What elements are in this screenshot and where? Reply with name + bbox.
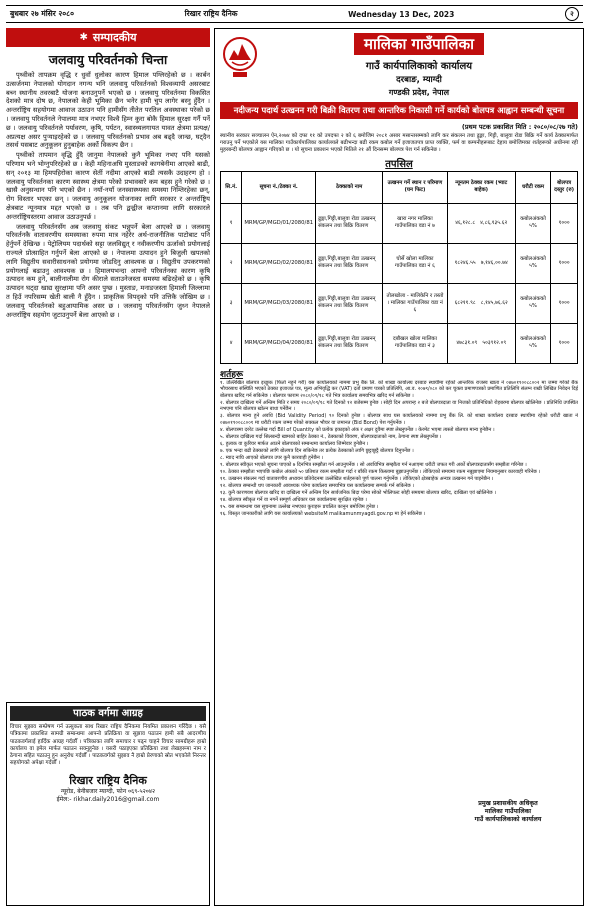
cell-quantity: ४६,१२८.८ [455, 219, 476, 226]
terms-list [220, 380, 578, 798]
masthead [6, 5, 583, 23]
editorial-title: जलवायु परिवर्तनको चिन्ता [48, 52, 168, 67]
cell-sn: २ [221, 243, 242, 283]
cell-min-amount: ४,८६,१३५.६२ [480, 219, 508, 226]
term-item: ७. एक भन्दा बढी ठेक्काको लागि बोलपत्र दिन सकिनेछ तर प्रत्येक ठेक्काको लागि छुट्टाछुट्टै बोलपत्र दिनुपर्नेछ । [220, 447, 414, 454]
term-item: २. बोलपत्र दाखिला गर्ने अन्तिम मिति र समय २०८०/०९/१८ गते दिनको १२ बजेसम्म हुनेछ । सोही दिन अपरान्ह २ बजे बोलपत्रदाता वा निजको प्रतिनिधिको रोहबरमा बोलपत्र खोलिनेछ । प्रतिनिधि उपस्थित नभएमा पनि बोलपत्र खोल्न बाधा पर्नेछैन । [220, 399, 578, 413]
term-item: १२. बोलपत्र सम्बन्धी थप जानकारी आवश्यक परेमा कार्यालय समयभित्र यस कार्यालयमा सम्पर्क गर्न सकिनेछ । [220, 482, 415, 489]
cell-fee: १००० [551, 283, 578, 323]
publication-date: (प्रथम पटक प्रकाशित मिति : २०८०/०८/२७ गते) [461, 123, 578, 131]
cell-notice-no: MRM/GP/MGD/02/2080/81 [242, 243, 316, 283]
nepal-emblem-icon [220, 32, 260, 80]
tender-table [220, 171, 578, 364]
cell-deposit: कबोलअंकको ५% [515, 283, 550, 323]
term-item: १६. विस्तृत जानकारीको लागि यस कार्यालयको websiteM malikamunmyagdi.gov.np मा हेर्न सकिनेछ । [220, 510, 426, 517]
editorial-section-header [6, 28, 210, 47]
signature-municipality: मालिका गाउँपालिका [484, 807, 532, 815]
cell-deposit: कबोलअंकको ५% [515, 323, 550, 363]
cell-fee: १००० [551, 243, 578, 283]
cell-quantity: ४७८३१.०९ [456, 339, 478, 346]
term-item: १५. यस सम्बन्धमा यस सूचनामा उल्लेख नभएका कुराहरू प्रचलित कानुन बमोजिम हुनेछ । [220, 503, 379, 510]
masthead-date-english: Wednesday 13 Dec, 2023 [348, 9, 455, 19]
reader-appeal-box [6, 702, 210, 906]
table-row [221, 203, 578, 243]
left-column [6, 28, 210, 906]
cell-amount [447, 203, 515, 243]
notice-intro: स्थानीय सरकार सञ्चालन ऐन,२०७४ को दफा ११ को उपदफा २ को ६ बमोजिम २०८१ असार मसान्तसम्मको लागि कर संकलन तथा ढुङ्गा, गिट्टी, बालुवा रोडा बिक्रि गर्ने कार्य ठेक्कामार्फत गराउनु पर्ने भएकोले यस मालिका गाउँकार्यपालिका कार्यालयले बढीभन्दा बढी रकम कबोल गर्ने इजाजतपत्र प्राप्त व्यक्ति, फर्म वा कम्पनीहरूबाट देहाय बमोजिमका शर्तहरूको अधीनमा रही मुहरबन्दी बोलपत्र आह्वान गरिएको छ । यो सूचना प्रकाशन भएको मितिले २१ औं दिनसम्म बोलपत्र पेश गर्न सकिनेछ । [220, 133, 578, 154]
office-name: गाउँ कार्यपालिकाको कार्यालय [365, 61, 473, 72]
cell-quantity: ६८२११.९८ [454, 299, 476, 306]
term-item: १. उल्लिखित बोलपत्र इच्छुक (फिर्ता नहुने गरी) यस कार्यालयको नाममा प्रभु बैंक लि. को शाखा कार्यालय दरबाङ स्थायीमा रहेको आन्तरिक राजस्व खाता नं ०४७०१९००८८००२ मा जम्मा गरेको बैंक भौचरसाथ संस्थिति भएको ठेक्का इजाजत पत्र, मूल्य अभिवृद्धि कर (VAT) दर्ता प्रमाण पत्रको प्रतिलिपि, आ.व. २०७९/०८० को कर चुक्ता प्रमाणपत्रको प्रमाणित प्रतिलिपि संलग्न राखी लिखित निवेदन दिई बोलपत्र खरिद गर्न सकिनेछ । बोलपत्र फाराम २०८०/०९/१८ गते भित्र कार्यालय समयभित्र खरिद गर्न सकिनेछ । [220, 379, 578, 399]
term-item: ९. बोलपत्र स्वीकृत भएको सूचना पाएको ७ दिनभित्र सम्झौता गर्न आउनुपर्नेछ । सो अवधिभित्र सम्झौता गर्न नआएमा धरौटी जफत गरी अर्को बोलपत्रदातासँग सम्झौता गरिनेछ । [220, 461, 527, 468]
signature-office: गाउँ कार्यपालिकाको कार्यालय [474, 815, 542, 823]
term-item: ४. बोलपत्रमा दररेट उल्लेख गर्दा Bill of Quantity को प्रत्येक इकाइको अंक र अक्षर दुवैमा स्पष्ट लेख्नुपर्नेछ । केरमेट भएमा त्यस्तो बोलपत्र मान्य हुनेछैन । [220, 426, 495, 433]
table-row [221, 323, 578, 363]
term-item: ३. बोलपत्र मान्य हुने अवधि (Bid Validity Period) ९० दिनको हुनेछ । बोलपत्र साथ यस कार्यालयको नाममा प्रभु बैंक लि. को शाखा कार्यालय दरबाङ स्थायीमा रहेको धरौटी खाता नं ०४७०१९००८८००१ मा धरौटी रकम जम्मा गरेको सक्कल भौचर वा जमानत (Bid Bond) पेश गर्नुपर्नेछ । [220, 413, 578, 426]
signature-title: प्रमुख प्रशासकीय अधिकृत [478, 799, 538, 807]
editorial-paragraph: जलवायु परिवर्तनसँग अब जलवायु संकट भन्नुपर्ने बेला आएको छ । जलवायु परिवर्तनकै वातावरणीय समस्याका रुपमा मात्र नहेरेर अर्थ-राजनीतिक पाटोबाट पनि हेर्नुपर्ने देखिन्छ । पेट्रोलियम पदार्थको सट्टा जलविद्युत् र नवीकरणीय ऊर्जाको प्रयोगलाई राज्यले प्रोत्साहित गर्नुपर्ने बेला आएको छ । नेपालमा उत्पादन हुने बिजुली खपतको लागि विद्युतीय सवारीसाधनको प्रयोगमा जोडदिनु आवश्यक छ । विद्युतीय उपकरणको प्रयोगलाई बढाउनु आवश्यक छ । हिमालयभन्दा आफ्नो परिवर्तनका कारण कृषि उत्पादन कम हुने, बालीनालीमा रोग कीराले सताउनेजस्ता समस्या बढिरहेको छ । कृषि उत्पादन घट्दा खाद्य सुरक्षामा पनि असर पुग्छ । मुस्ताङ, मनाङजस्ता हिमाली जिल्लामा त हिउँ नपरिसम्म खेती बाली नै हुँदैन । प्राकृतिक विपद्को पनि उत्तिकै जोखिम छ । जलवायु परिवर्तनको बहुआयामिक असर छ । जलवायु परिवर्तनसँग जुध्न नेपालले अन्तर्राष्ट्रिय सहयोग जुटाउनुपर्ने बेला आएको छ । [6, 222, 210, 319]
cell-contract-name: ढुङ्गा,गिट्टी,बालुवा रोडा उत्खनन् संकलन तथा बिक्रि वितरण [316, 203, 383, 243]
province-name: गण्डकी प्रदेश, नेपाल [388, 88, 450, 97]
col-header: उत्खनन गर्ने स्थान र परिमाण (घन फिट) [383, 171, 447, 203]
cell-sn: १ [221, 203, 242, 243]
term-item: ८. म्याद नाघि आएको बोलपत्र उपर कुनै कारवाही हुनेछैन । [220, 454, 324, 461]
term-item: ५. बोलपत्र दाखिला गर्दा सिलबन्दी खामको बाहिर ठेक्का नं., ठेक्काको विवरण, बोलपत्रदाताको नाम, ठेगाना स्पष्ट लेख्नुपर्नेछ । [220, 433, 442, 440]
masthead-date-nepali: बुधबार २७ मंसिर २०८० [10, 9, 74, 18]
col-header: सूचना नं./ठेक्का नं. [242, 171, 316, 203]
cell-sn: ४ [221, 323, 242, 363]
terms-title: शर्तहरू [220, 369, 244, 380]
table-header-row [221, 171, 578, 203]
cell-deposit: कबोलअंकको ५% [515, 203, 550, 243]
term-item: १०. ठेक्का सम्झौता भएपछि कबोल अंकको ५० प्रतिशत रकम सम्झौता गर्दा र बाँकी रकम किस्तामा बुझाउनुपर्नेछ । तोकिएको समयमा रकम नबुझाएमा नियमानुसार कारवाही गरिनेछ । [220, 468, 541, 475]
col-header: न्यूनतम ठेक्का रकम (भ्याट बाहेक) [447, 171, 515, 203]
cell-location: खारा नगर मालिका गाउँपालिका वडा नं ७ [383, 203, 447, 243]
editorial-paragraph: पृथ्वीको तापमान वृद्धि हुँदै जानुमा नेपालको कुनै भूमिका नभए पनि यसको परिणाम भने भोग्नुपरिरहेको छ । केही महिनाअघि मुस्ताङको कागबेनीमा आएको बाढी, सन् २०१३ मा हिमपहिरोका कारण सेतीं नदीमा आएको बाढी त्यसकै उदाहरण हो । जलवायु परिवर्तनका कारण स्वास्थ्य क्षेत्रमा परेको प्रभावबारे कम बहस हुने गरेको छ । खासै अनुसन्धान पनि भएको छैन । नयाँ-नयाँ जनस्वास्थ्यका समस्या निम्तिरहेका छन्, रोग विस्तार भएका छन् । जलवायु अनुकूलन योजनाका लागि सरकार र अन्तर्राष्ट्रिय क्षेत्रबाट न्यूनमात्र मद्दत भएको छ । तब पनि द्वन्द्वीज कप्तानमा लागि सरकारले अन्तर्राष्ट्रियस्तरमा आवाज उठाउनुपर्छ । [6, 151, 210, 221]
page-number: २ [565, 7, 579, 21]
cell-contract-name: ढुङ्गा,गिट्टी,बालुवा रोडा उत्खनन् संकलन तथा बिक्रि वितरण [316, 243, 383, 283]
cell-contract-name: ढुङ्गा,गिट्टी,बालुवा रोडा उत्खनन् संकलन तथा बिक्रि वितरण [316, 283, 383, 323]
cell-notice-no: MRM/GP/MGD/04/2080/81 [242, 323, 316, 363]
municipality-name: मालिका गाउँपालिका [354, 33, 484, 55]
cell-min-amount: ५०३९१२.०९ [482, 339, 507, 346]
cell-amount [447, 283, 515, 323]
cell-location: दबौखल खोला मालिका गाउँपालिका वडा नं ३ [383, 323, 447, 363]
term-item: ११. उत्खनन संकलन गर्दा वातावरणीय अध्ययन प्रतिवेदनमा उल्लेखित शर्तहरूको पूर्ण पालना गर्नुपर्नेछ । तोकिएको क्षेत्रबाहेक अन्यत्र उत्खनन गर्न पाइनेछैन । [220, 475, 494, 482]
signature-block [220, 800, 578, 824]
cell-deposit: कबोलअंकको ५% [515, 243, 550, 283]
cell-quantity: १८२४६.५५ [454, 259, 476, 266]
cell-sn: ३ [221, 283, 242, 323]
cell-location: घोर्से खोला मालिका गाउँपालिका वडा नं ६ [383, 243, 447, 283]
cell-amount [447, 243, 515, 283]
col-header: सि.नं. [221, 171, 242, 203]
cell-min-amount: ७,१४६,००.७४ [480, 259, 508, 266]
term-item: १४. बोलपत्र स्वीकृत गर्ने वा नगर्ने सम्पूर्ण अधिकार यस कार्यालयमा सुरक्षित रहनेछ । [220, 496, 367, 503]
office-address: दरबाङ, म्याग्दी [396, 75, 442, 85]
table-row [221, 283, 578, 323]
tender-notice [214, 28, 584, 906]
table-row [221, 243, 578, 283]
editorial-body [6, 71, 210, 696]
star-icon: ✱ [79, 32, 88, 43]
term-item: ६. हुलाक वा कुरियर मार्फत आउने बोलपत्रको सम्बन्धमा कार्यालय जिम्मेवार हुनेछैन । [220, 440, 369, 447]
notice-header [220, 32, 578, 98]
cell-contract-name: ढुङ्गा,गिट्टी,बालुवा रोडा उत्खनन् संकलन तथा बिक्रि वितरण [316, 323, 383, 363]
col-header: बोलपत्र दस्तुर (रु) [551, 171, 578, 203]
cell-fee: १००० [551, 203, 578, 243]
reader-appeal-email: ईमेल:- rikhar.daily2016@gmail.com [56, 795, 160, 803]
reader-appeal-title: पाठक वर्गमा आग्रह [10, 706, 206, 721]
editorial-paragraph: पृथ्वीको तापक्रम वृद्धि र धुवाँ धुलोका कारण हिमाल पग्लिरहेको छ । कार्बन उत्सर्जनमा नेपालको योगदान नगन्य भनि जलवायु परिवर्तनको विश्वव्यापी असरबाट बच्न स्थानीय तवरबाटै योजना बनाउनुपर्ने भएको छ । जलवायु परिवर्तनमा विकसित देशको मात्र दोष छ, नेपालको केही भूमिका छैन भनेर हामी चुप लागेर बस्नु हुँदैन । अन्तर्राष्ट्रिय सहयोगमा आवाज उठाउन पनि हामीसँग तीतेत परतिल अवस्थाका परेको छ । जलवायु परिवर्तनले नेपालमा मात्र नभएर विश्वै हिम्न कुरा बोकै हिमाल सुरक्षा गर्नै पर्ने छ । जलवायु परिवर्तनले पर्यावरण, कृषि, पर्यटन, स्वास्थ्यलगायत यावत क्षेत्रमा प्रत्यक्ष/अप्रत्यक्ष असर पुऱ्याइरहेको छ । जलवायु परिवर्तनको प्रभाव अब बढ्दै जान्छ, घट्दैन तसर्थ यसबाट अनुकूलन हुनुबाहेक अर्को विकल्प छैन । [6, 71, 210, 150]
table-title: तपसिल [385, 158, 413, 170]
reader-appeal-address: न्यूरोड, बेनीबजार म्याग्दी, फोन ०६९-५२०४२ [60, 787, 156, 795]
col-header: ठेक्काको नाम [316, 171, 383, 203]
masthead-paper-name: रिखार राष्ट्रिय दैनिक [184, 9, 238, 18]
editorial-section-label: सम्पादकीय [92, 31, 137, 44]
cell-location: तोलखोला - मालिकेनि र तस्तो । मालिका गाउँपालिका वडा नं ६ [383, 283, 447, 323]
cell-notice-no: MRM/GP/MGD/01/2080/81 [242, 203, 316, 243]
cell-fee: १००० [551, 323, 578, 363]
col-header: धरौटी रकम [515, 171, 550, 203]
reader-appeal-body: विचार सुझाव सम्प्रेषण गर्न उत्सुकता साथ रिखार राष्ट्रिय दैनिकमा नियमित प्रकाशन गरिँदैछ । यसै पत्रिकामा प्रकाशित सामग्री सम्बन्धमा आफ्नो प्रतिक्रिया वा सुझाव पठाउन हामी सबै आदरणीय पाठकवर्गलाई हार्दिक आग्रह गर्दछौँ । पत्रिकाका लागि समाचार र पढ्न चाहने विचार सामग्रीहरू हाम्रो कार्यालय वा इमेल मार्फत पठाउन सक्नुहुनेछ । यसरी पठाइएका प्रतिक्रिया तथा लेखहरूमा नाम र ठेगाना सहित पठाउनु हुन अनुरोध गर्दछौँ । पाठकवर्गको सुझाव नै हाम्रो प्रेरणाको स्रोत भएकोले निरन्तर सहयोगको अपेक्षा गर्दछौँ । [10, 724, 206, 767]
notice-banner: नदीजन्य पदार्थ उत्खनन गरी बिक्री वितरण तथा आन्तरिक निकासी गर्ने कार्यको बोलपत्र आह्वान सम्बन्धी सूचना [220, 102, 578, 119]
term-item: १३. कुनै कारणवश बोलपत्र खरिद वा दाखिला गर्ने अन्तिम दिन सार्वजनिक बिदा परेमा सोको भोलिपल्ट सोही समयमा बोलपत्र खरिद, दाखिला एवं खोलिनेछ । [220, 489, 496, 496]
cell-amount [447, 323, 515, 363]
reader-appeal-paper-name: रिखार राष्ट्रिय दैनिक [69, 773, 147, 787]
cell-min-amount: ८,१४५,७६.६२ [480, 299, 508, 306]
cell-notice-no: MRM/GP/MGD/03/2080/81 [242, 283, 316, 323]
